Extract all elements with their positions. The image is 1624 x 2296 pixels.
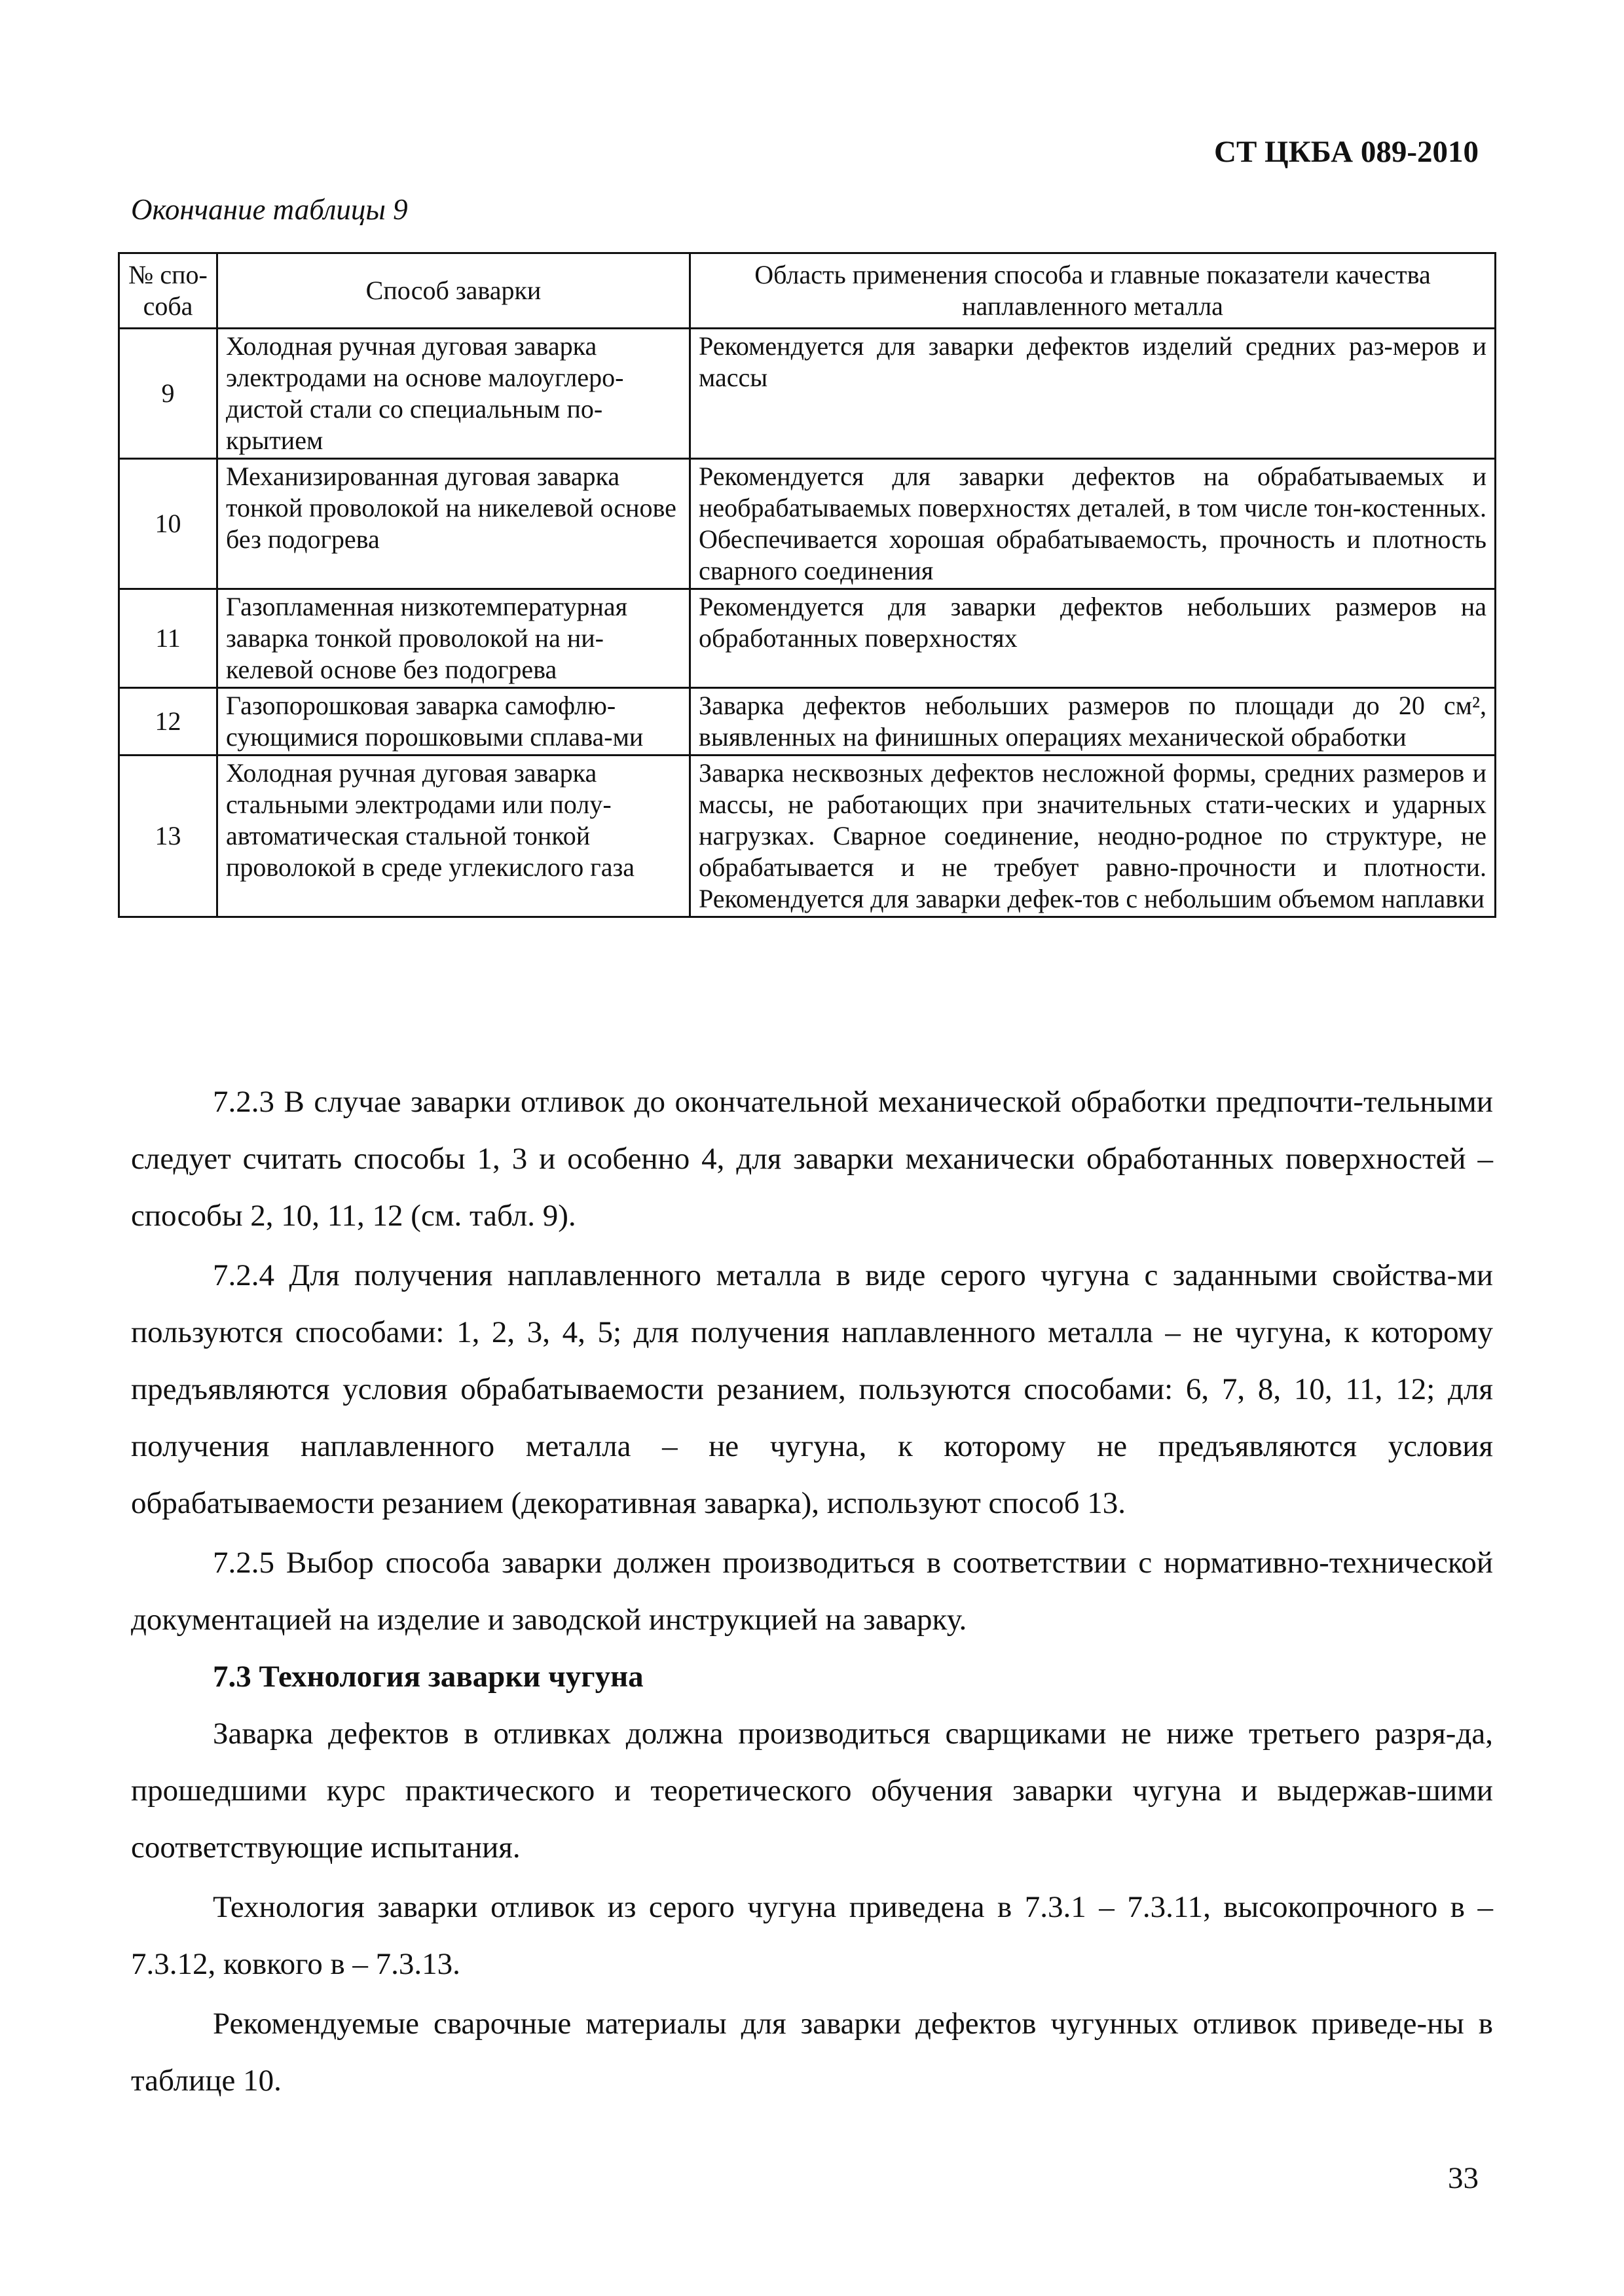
method-description: Механизированная дуговая заварка тонкой проволокой на никелевой основе без подогрева [217, 459, 690, 589]
method-number: 13 [119, 756, 217, 917]
table-row [119, 459, 1496, 589]
method-description: Холодная ручная дуговая заварка электродами на основе малоуглеро-дистой стали со специальным по-крытием [217, 329, 690, 459]
paragraph-7-2-3: 7.2.3 В случае заварки отливок до окончательной механической обработки предпочти-тельными следует считать способы 1, 3 и особенно 4, для заварки механически обработанных поверхностей – способы 2, 10, 11, 12 (см. табл. 9). [131, 1085, 1493, 1233]
page-number: 33 [1448, 2161, 1479, 2195]
table-row [119, 688, 1496, 756]
table-header-row [119, 253, 1496, 329]
method-number: 9 [119, 329, 217, 459]
method-application: Рекомендуется для заварки дефектов на обрабатываемых и необрабатываемых поверхностях деталей, в том числе тон-костенных. Обеспечивается хорошая обрабатываемость, прочность и плотность сварного соединения [690, 459, 1496, 589]
table-caption: Окончание таблицы 9 [131, 193, 408, 226]
welding-methods-table [118, 252, 1496, 918]
paragraph-technology: Технология заварки отливок из серого чугуна приведена в 7.3.1 – 7.3.11, высокопрочного в – 7.3.12, ковкого в – 7.3.13. [131, 1890, 1493, 1981]
method-application: Заварка дефектов небольших размеров по площади до 20 см², выявленных на финишных операциях механической обработки [690, 688, 1496, 756]
method-application: Рекомендуется для заварки дефектов изделий средних раз-меров и массы [690, 329, 1496, 459]
paragraph-materials: Рекомендуемые сварочные материалы для заварки дефектов чугунных отливок приведе-ны в таблице 10. [131, 2007, 1493, 2098]
table-row [119, 756, 1496, 917]
header-welding-method: Способ заварки [217, 253, 690, 329]
method-description: Газопламенная низкотемпературная заварка тонкой проволокой на ни-келевой основе без подогрева [217, 589, 690, 688]
header-method-number: № спо-соба [119, 253, 217, 329]
table-row [119, 589, 1496, 688]
method-application: Заварка несквозных дефектов несложной формы, средних размеров и массы, не работающих при значительных стати-ческих и ударных нагрузках. Сварное соединение, неодно-родное по структуре, не обрабатывается и не требует равно-прочности и плотности. Рекомендуется для заварки дефек-тов с небольшим объемом наплавки [690, 756, 1496, 917]
table-row [119, 329, 1496, 459]
method-number: 12 [119, 688, 217, 756]
header-application: Область применения способа и главные показатели качества наплавленного металла [690, 253, 1496, 329]
document-code: СТ ЦКБА 089-2010 [1214, 135, 1479, 169]
section-heading-7-3: 7.3 Технология заварки чугуна [213, 1660, 644, 1694]
method-description: Холодная ручная дуговая заварка стальными электродами или полу-автоматическая стальной тонкой проволокой в среде углекислого газа [217, 756, 690, 917]
method-number: 11 [119, 589, 217, 688]
paragraph-7-2-5: 7.2.5 Выбор способа заварки должен производиться в соответствии с нормативно-технической документацией на изделие и заводской инструкцией на заварку. [131, 1546, 1493, 1637]
paragraph-7-2-4: 7.2.4 Для получения наплавленного металла в виде серого чугуна с заданными свойства-ми пользуются способами: 1, 2, 3, 4, 5; для получения наплавленного металла – не чугуна, к которому предъявляются условия обрабатываемости резанием, пользуются способами: 6, 7, 8, 10, 11, 12; для получения наплавленного металла – не чугуна, к которому не предъявляются условия обрабатываемости резанием (декоративная заварка), используют способ 13. [131, 1258, 1493, 1520]
body-text [131, 1074, 1493, 2109]
method-description: Газопорошковая заварка самофлю-сующимися порошковыми сплава-ми [217, 688, 690, 756]
paragraph-welders: Заварка дефектов в отливках должна производиться сварщиками не ниже третьего разря-да, прошедшими курс практического и теоретического обучения заварки чугуна и выдержав-шими соответствующие испытания. [131, 1717, 1493, 1865]
method-number: 10 [119, 459, 217, 589]
method-application: Рекомендуется для заварки дефектов небольших размеров на обработанных поверхностях [690, 589, 1496, 688]
